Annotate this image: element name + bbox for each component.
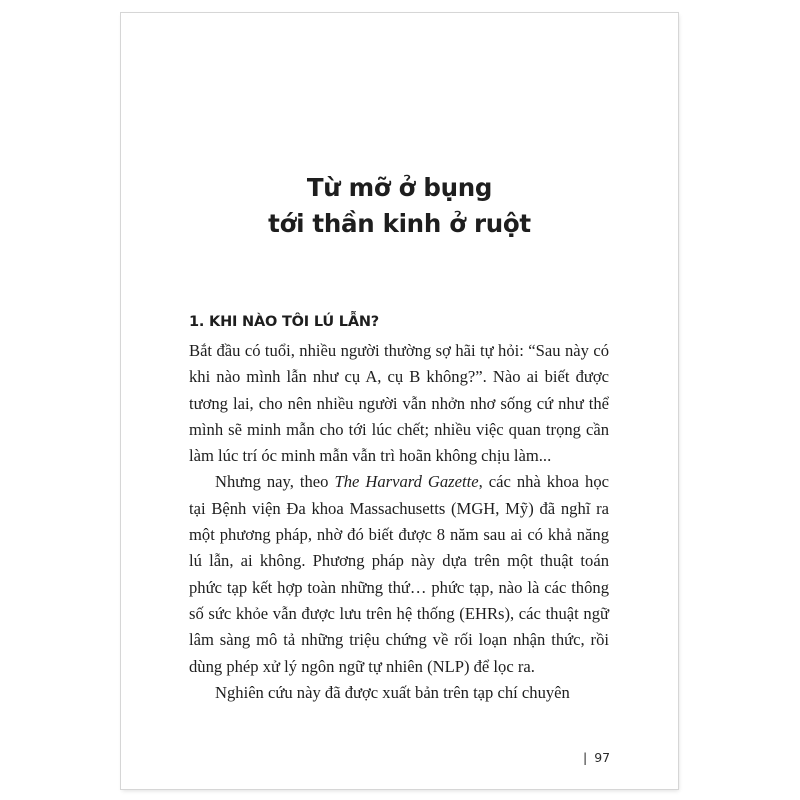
chapter-title-line-1: Từ mỡ ở bụng (306, 173, 493, 202)
page-footer (583, 749, 610, 767)
chapter-title (121, 170, 678, 242)
page-number: 97 (594, 750, 611, 765)
book-page (121, 13, 678, 789)
paragraph-2 (189, 469, 609, 679)
body-text (189, 338, 609, 706)
section-heading: 1. KHI NÀO TÔI LÚ LẪN? (189, 314, 380, 330)
paragraph-1: Bắt đầu có tuổi, nhiều người thường sợ hãi tự hỏi: “Sau này có khi nào mình lẫn như cụ A, cụ B không?”. Nào ai biết được tương lai, cho nên nhiều người vẫn nhởn nhơ sống cứ như thể mình sẽ minh mẫn cho tới lúc chết; nhiều việc quan trọng cần làm lúc trí óc minh mẫn vẫn trì hoãn không chịu làm... (189, 341, 609, 466)
page-number-separator: | (583, 750, 588, 765)
paragraph-3: Nghiên cứu này đã được xuất bản trên tạp chí chuyên (215, 682, 570, 702)
publication-name: The Harvard Gazette (334, 472, 479, 492)
chapter-title-line-2: tới thần kinh ở ruột (268, 209, 531, 238)
paragraph-2-after: , các nhà khoa học tại Bệnh viện Đa khoa Massachusetts (MGH, Mỹ) đã nghĩ ra một phương pháp, nhờ đó biết được 8 năm sau ai có khả năng lú lẫn, ai không. Phương pháp này dựa trên một thuật toán phức tạp kết hợp toàn những thứ… phức tạp, nào là các thông số sức khỏe vẫn được lưu trên hệ thống (EHRs), các thuật ngữ lâm sàng mô tả những triệu chứng về rối loạn nhận thức, rồi dùng phép xử lý ngôn ngữ tự nhiên (NLP) để lọc ra. (189, 472, 610, 676)
paragraph-2-before: Nhưng nay, theo (215, 472, 335, 492)
